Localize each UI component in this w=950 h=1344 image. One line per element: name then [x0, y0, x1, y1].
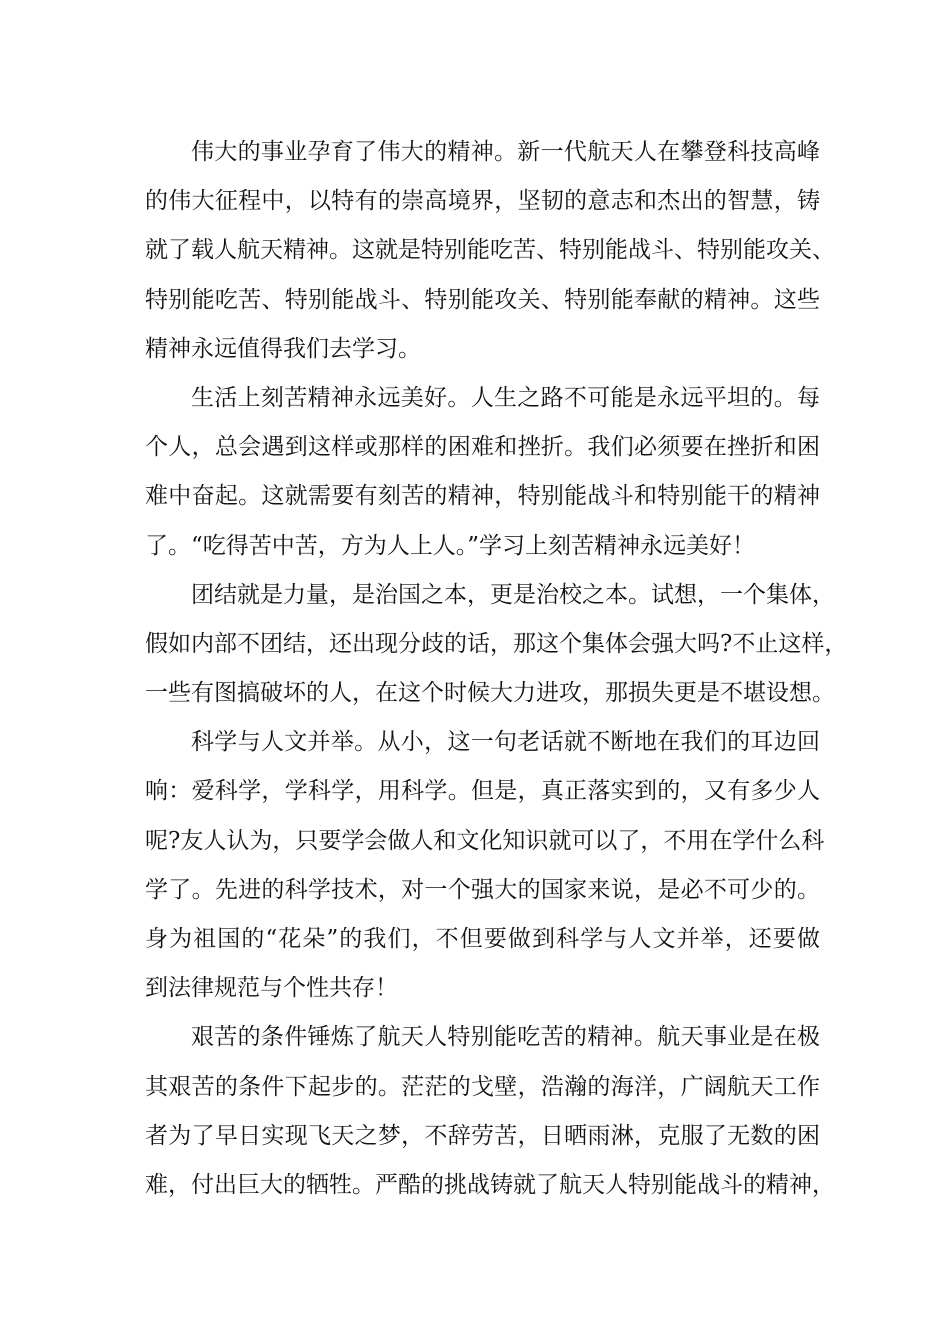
text-line: 伟大的事业孕育了伟大的精神。新一代航天人在攀登科技高峰	[191, 139, 820, 165]
text-line: 其艰苦的条件下起步的。茫茫的戈壁，浩瀚的海洋，广阔航天工作	[145, 1073, 820, 1100]
text-line: 了。“吃得苦中苦，方为人上人。”学习上刻苦精神永远美好！	[145, 532, 756, 559]
text-line: 就了载人航天精神。这就是特别能吃苦、特别能战斗、特别能攻关、	[145, 237, 835, 264]
text-line: 难，付出巨大的牺牲。严酷的挑战铸就了航天人特别能战斗的精神，	[145, 1171, 835, 1198]
text-line: 响：爱科学，学科学，用科学。但是，真正落实到的，又有多少人	[145, 778, 820, 805]
text-line: 呢?友人认为，只要学会做人和文化知识就可以了，不用在学什么科	[145, 827, 825, 854]
text-line: 的伟大征程中，以特有的崇高境界，坚韧的意志和杰出的智慧，铸	[145, 188, 820, 215]
paragraph	[145, 571, 848, 719]
text-line: 个人，总会遇到这样或那样的困难和挫折。我们必须要在挫折和困	[145, 434, 820, 461]
text-line: 者为了早日实现飞天之梦，不辞劳苦，日晒雨淋，克服了无数的困	[145, 1122, 820, 1149]
text-line: 学了。先进的科学技术，对一个强大的国家来说，是必不可少的。	[145, 876, 820, 903]
text-line: 到法律规范与个性共存！	[145, 975, 398, 1002]
text-line: 生活上刻苦精神永远美好。人生之路不可能是永远平坦的。每	[191, 384, 820, 411]
text-line: 身为祖国的“花朵”的我们，不但要做到科学与人文并举，还要做	[145, 926, 820, 952]
text-line: 艰苦的条件锤炼了航天人特别能吃苦的精神。航天事业是在极	[191, 1024, 820, 1051]
paragraph	[145, 128, 835, 374]
text-line: 精神永远值得我们去学习。	[145, 335, 421, 362]
document-body	[145, 128, 848, 1210]
text-line: 特别能吃苦、特别能战斗、特别能攻关、特别能奉献的精神。这些	[145, 286, 820, 313]
text-line: 科学与人文并举。从小，这一句老话就不断地在我们的耳边回	[191, 729, 820, 756]
text-line: 难中奋起。这就需要有刻苦的精神，特别能战斗和特别能干的精神	[145, 483, 820, 510]
text-line: 一些有图搞破坏的人，在这个时候大力进攻，那损失更是不堪设想。	[145, 680, 835, 707]
text-line: 团结就是力量，是治国之本，更是治校之本。试想，一个集体，	[191, 581, 835, 608]
paragraph	[145, 374, 820, 571]
paragraph	[145, 1013, 835, 1210]
text-line: 假如内部不团结，还出现分歧的话，那这个集体会强大吗?不止这样，	[145, 630, 848, 657]
paragraph	[145, 718, 825, 1013]
